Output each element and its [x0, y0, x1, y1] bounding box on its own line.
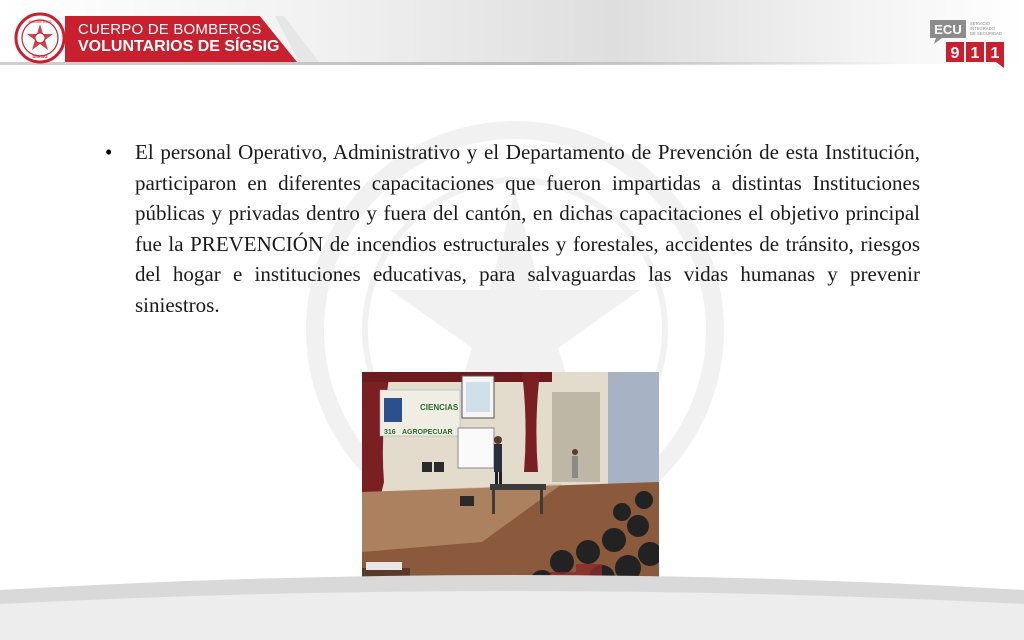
- ecu-digit-3: 1: [990, 45, 1000, 62]
- footer-curve: [0, 560, 1024, 640]
- photo-banner-text-1: CIENCIAS: [420, 403, 459, 412]
- bullet-marker: •: [105, 140, 113, 164]
- content-block: [105, 137, 920, 320]
- ecu-tagline-3: DE SEGURIDAD: [970, 31, 1002, 36]
- ecu-digit-2: 1: [970, 45, 980, 62]
- ecu-text: ECU: [934, 22, 962, 37]
- seal-text-top: BOMBEROS: [28, 19, 52, 24]
- org-name-line1: CUERPO DE BOMBEROS: [78, 21, 262, 38]
- photo-banner-text-3: 316: [384, 429, 396, 436]
- header-divider: [0, 62, 900, 65]
- ecu-digit-1: 9: [950, 45, 960, 62]
- ecu-tagline-2: INTEGRADO: [970, 26, 995, 31]
- org-name-line2: VOLUNTARIOS DE SÍGSIG: [78, 38, 280, 55]
- ecu911-logo: [928, 18, 1012, 68]
- body-paragraph: El personal Operativo, Administrativo y el Departamento de Prevención de esta Institución, participaron en diferentes capacitaciones que fueron impartidas a distintas Instituciones públicas y privadas dentro y fuera del cantón, en dichas capacitaciones el objetivo principal fue la PREVENCIÓN de incendios estructurales y forestales, accidentes de tránsito, riesgos del hogar e instituciones educativas, para salvaguardas las vidas humanas y prevenir siniestros.: [135, 140, 920, 317]
- photo-banner-text-2: AGROPECUAR: [402, 429, 453, 436]
- ecu-tagline-1: SERVICIO: [970, 21, 990, 26]
- seal-text-bottom: SÍGSIG: [32, 54, 48, 59]
- fire-department-seal-icon: [14, 12, 66, 64]
